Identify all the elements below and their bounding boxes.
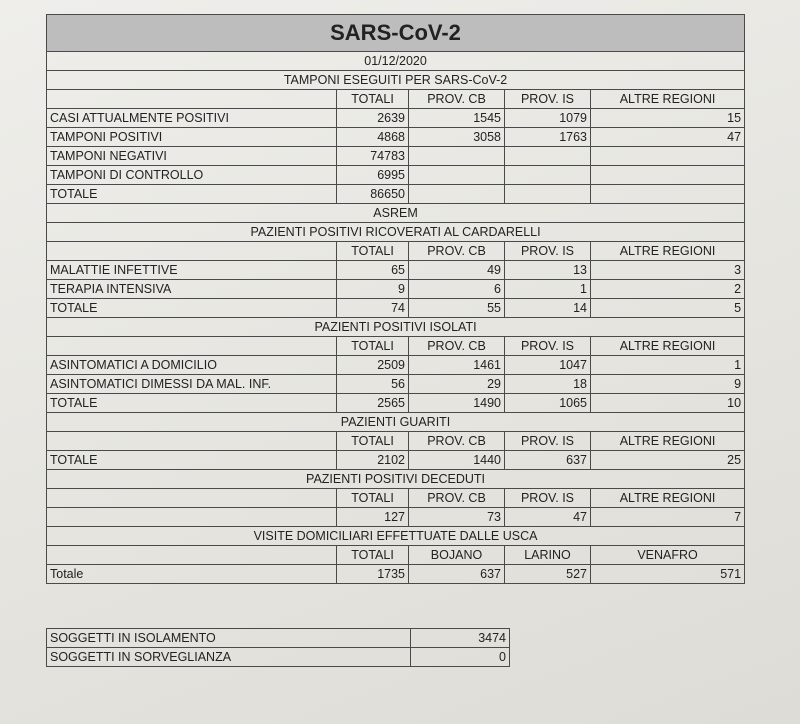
page-title: SARS-CoV-2 xyxy=(47,15,745,52)
row-label: MALATTIE INFETTIVE xyxy=(47,261,337,280)
column-header: PROV. IS xyxy=(505,337,591,356)
value-cell: 18 xyxy=(505,375,591,394)
value-cell: 55 xyxy=(409,299,505,318)
usca-column-headers xyxy=(47,546,745,565)
value-cell: 1735 xyxy=(337,565,409,584)
empty-cell xyxy=(47,546,337,565)
table-row xyxy=(47,280,745,299)
date-row xyxy=(47,52,745,71)
column-header: ALTRE REGIONI xyxy=(591,242,745,261)
table-row xyxy=(47,394,745,413)
table-row xyxy=(47,508,745,527)
value-cell: 1047 xyxy=(505,356,591,375)
value-cell: 10 xyxy=(591,394,745,413)
column-header: LARINO xyxy=(505,546,591,565)
soggetti-row-isolamento xyxy=(47,629,510,648)
value-cell: 9 xyxy=(591,375,745,394)
value-cell: 571 xyxy=(591,565,745,584)
table-row xyxy=(47,565,745,584)
row-label: TERAPIA INTENSIVA xyxy=(47,280,337,299)
column-header: PROV. IS xyxy=(505,242,591,261)
value-cell: 56 xyxy=(337,375,409,394)
empty-cell xyxy=(47,90,337,109)
value-cell: 47 xyxy=(505,508,591,527)
tamponi-header-row xyxy=(47,71,745,90)
value-cell: 47 xyxy=(591,128,745,147)
column-header: ALTRE REGIONI xyxy=(591,90,745,109)
value-cell: 1 xyxy=(591,356,745,375)
value-cell: 1065 xyxy=(505,394,591,413)
column-header: PROV. IS xyxy=(505,432,591,451)
asrem-header: ASREM xyxy=(47,204,745,223)
value-cell xyxy=(505,166,591,185)
row-label: ASINTOMATICI A DOMICILIO xyxy=(47,356,337,375)
value-cell: 29 xyxy=(409,375,505,394)
soggetti-table xyxy=(46,628,510,667)
column-header: ALTRE REGIONI xyxy=(591,489,745,508)
title-row xyxy=(47,15,745,52)
deceduti-header: PAZIENTI POSITIVI DECEDUTI xyxy=(47,470,745,489)
value-cell: 2 xyxy=(591,280,745,299)
guariti-header-row xyxy=(47,413,745,432)
row-label: CASI ATTUALMENTE POSITIVI xyxy=(47,109,337,128)
table-row xyxy=(47,299,745,318)
column-header: TOTALI xyxy=(337,432,409,451)
value-cell: 2639 xyxy=(337,109,409,128)
value-cell: 127 xyxy=(337,508,409,527)
guariti-column-headers xyxy=(47,432,745,451)
value-cell: 1763 xyxy=(505,128,591,147)
value-cell: 49 xyxy=(409,261,505,280)
value-cell: 4868 xyxy=(337,128,409,147)
value-cell: 86650 xyxy=(337,185,409,204)
row-label: TAMPONI POSITIVI xyxy=(47,128,337,147)
table-row xyxy=(47,147,745,166)
value-cell xyxy=(591,147,745,166)
value-cell: 25 xyxy=(591,451,745,470)
column-header: BOJANO xyxy=(409,546,505,565)
value-cell: 14 xyxy=(505,299,591,318)
column-header: TOTALI xyxy=(337,337,409,356)
empty-cell xyxy=(47,489,337,508)
table-row xyxy=(47,185,745,204)
column-header: PROV. CB xyxy=(409,489,505,508)
soggetti-value: 3474 xyxy=(411,629,510,648)
column-header: PROV. CB xyxy=(409,337,505,356)
row-label: ASINTOMATICI DIMESSI DA MAL. INF. xyxy=(47,375,337,394)
value-cell: 1490 xyxy=(409,394,505,413)
usca-header: VISITE DOMICILIARI EFFETTUATE DALLE USCA xyxy=(47,527,745,546)
asrem-header-row xyxy=(47,204,745,223)
value-cell: 74 xyxy=(337,299,409,318)
value-cell: 2102 xyxy=(337,451,409,470)
column-header: PROV. CB xyxy=(409,90,505,109)
isolati-header-row xyxy=(47,318,745,337)
value-cell: 6 xyxy=(409,280,505,299)
column-header: ALTRE REGIONI xyxy=(591,337,745,356)
ricoverati-header-row xyxy=(47,223,745,242)
row-label: TAMPONI DI CONTROLLO xyxy=(47,166,337,185)
column-header: PROV. IS xyxy=(505,90,591,109)
column-header: PROV. CB xyxy=(409,242,505,261)
column-header: VENAFRO xyxy=(591,546,745,565)
row-label: TOTALE xyxy=(47,451,337,470)
guariti-header: PAZIENTI GUARITI xyxy=(47,413,745,432)
report-sheet xyxy=(46,14,744,584)
report-date: 01/12/2020 xyxy=(47,52,745,71)
tamponi-header: TAMPONI ESEGUITI PER SARS-CoV-2 xyxy=(47,71,745,90)
value-cell: 15 xyxy=(591,109,745,128)
value-cell xyxy=(409,147,505,166)
row-label: TOTALE xyxy=(47,185,337,204)
column-header: TOTALI xyxy=(337,242,409,261)
table-row xyxy=(47,261,745,280)
tamponi-column-headers xyxy=(47,90,745,109)
table-row xyxy=(47,128,745,147)
value-cell: 637 xyxy=(505,451,591,470)
value-cell xyxy=(409,166,505,185)
report-table xyxy=(46,14,745,584)
value-cell: 3058 xyxy=(409,128,505,147)
table-row xyxy=(47,166,745,185)
column-header: TOTALI xyxy=(337,489,409,508)
value-cell: 7 xyxy=(591,508,745,527)
value-cell: 1461 xyxy=(409,356,505,375)
soggetti-label: SOGGETTI IN SORVEGLIANZA xyxy=(47,648,411,667)
table-row xyxy=(47,375,745,394)
value-cell: 1545 xyxy=(409,109,505,128)
table-row xyxy=(47,451,745,470)
soggetti-label: SOGGETTI IN ISOLAMENTO xyxy=(47,629,411,648)
table-row xyxy=(47,356,745,375)
value-cell: 13 xyxy=(505,261,591,280)
column-header: ALTRE REGIONI xyxy=(591,432,745,451)
ricoverati-column-headers xyxy=(47,242,745,261)
value-cell: 74783 xyxy=(337,147,409,166)
soggetti-row-sorveglianza xyxy=(47,648,510,667)
value-cell: 2509 xyxy=(337,356,409,375)
row-label: TOTALE xyxy=(47,394,337,413)
empty-cell xyxy=(47,242,337,261)
soggetti-section xyxy=(46,628,509,667)
value-cell: 65 xyxy=(337,261,409,280)
value-cell: 3 xyxy=(591,261,745,280)
row-label xyxy=(47,508,337,527)
column-header: PROV. IS xyxy=(505,489,591,508)
report-body xyxy=(47,15,745,584)
value-cell xyxy=(409,185,505,204)
value-cell: 6995 xyxy=(337,166,409,185)
isolati-column-headers xyxy=(47,337,745,356)
value-cell xyxy=(591,185,745,204)
table-row xyxy=(47,109,745,128)
value-cell: 5 xyxy=(591,299,745,318)
value-cell: 1079 xyxy=(505,109,591,128)
usca-header-row xyxy=(47,527,745,546)
empty-cell xyxy=(47,432,337,451)
value-cell: 2565 xyxy=(337,394,409,413)
row-label: TAMPONI NEGATIVI xyxy=(47,147,337,166)
value-cell xyxy=(505,147,591,166)
value-cell: 527 xyxy=(505,565,591,584)
deceduti-header-row xyxy=(47,470,745,489)
row-label: TOTALE xyxy=(47,299,337,318)
column-header: TOTALI xyxy=(337,546,409,565)
empty-cell xyxy=(47,337,337,356)
value-cell: 1 xyxy=(505,280,591,299)
deceduti-column-headers xyxy=(47,489,745,508)
value-cell xyxy=(591,166,745,185)
soggetti-value: 0 xyxy=(411,648,510,667)
row-label: Totale xyxy=(47,565,337,584)
value-cell: 1440 xyxy=(409,451,505,470)
column-header: TOTALI xyxy=(337,90,409,109)
value-cell: 637 xyxy=(409,565,505,584)
value-cell: 73 xyxy=(409,508,505,527)
value-cell xyxy=(505,185,591,204)
column-header: PROV. CB xyxy=(409,432,505,451)
ricoverati-header: PAZIENTI POSITIVI RICOVERATI AL CARDARELLI xyxy=(47,223,745,242)
value-cell: 9 xyxy=(337,280,409,299)
isolati-header: PAZIENTI POSITIVI ISOLATI xyxy=(47,318,745,337)
